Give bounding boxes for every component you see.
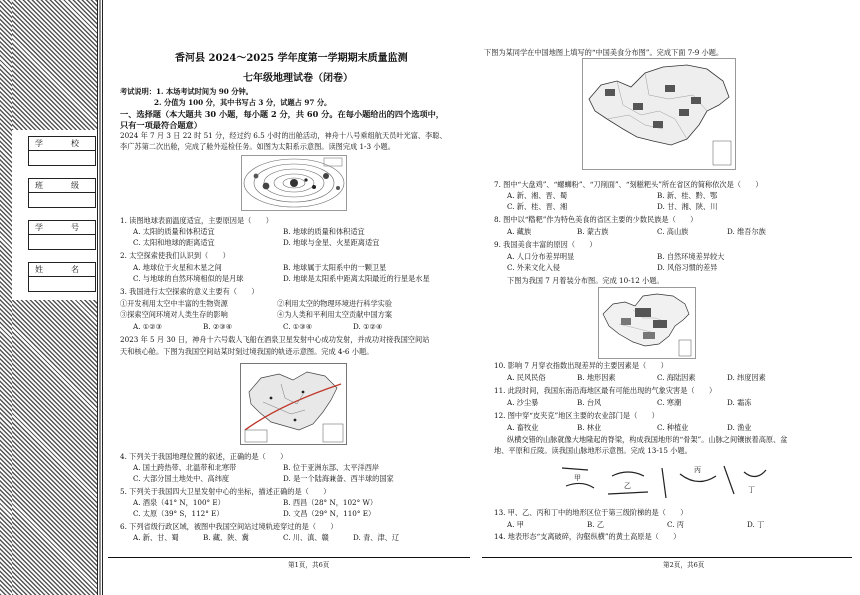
q3: 3. 我国进行太空探索的意义主要有（ ） [120,287,259,296]
q13-option-b[interactable]: B. 乙 [587,520,605,529]
q13-option-d[interactable]: D. 丁 [747,520,765,529]
name-label: 姓 名 [29,263,95,277]
student-number-label: 学 号 [29,221,95,235]
page2-number: 第2页，共6页 [663,561,705,569]
q11-option-d[interactable]: D. 霜冻 [727,398,752,407]
page1-footer-rule [108,557,470,558]
name-field[interactable] [28,262,96,292]
binding-hatch-left [0,0,12,595]
china-track-map [241,364,346,444]
q9-option-b[interactable]: B. 自然环境差异较大 [657,252,725,261]
q6-option-d[interactable]: D. 青、津、辽 [353,533,400,542]
q5-option-d[interactable]: D. 文昌（29° N，110° E） [283,509,376,518]
space-station-track-figure [240,363,347,445]
q12-option-c[interactable]: C. 种植业 [657,423,689,432]
q10: 10. 影响 7 月穿衣指数出现差异的主要因素是（ ） [494,361,668,370]
q9-option-c[interactable]: C. 外来文化入侵 [507,263,560,272]
q4-option-b[interactable]: B. 位于亚洲东部、太平洋西岸 [283,463,380,472]
section1-title-2: 只有一项最符合题意） [120,120,202,130]
q9-option-a[interactable]: A. 人口分布差异明显 [507,252,575,261]
q10-option-b[interactable]: B. 地形因素 [577,373,616,382]
q11: 11. 此段时间，我国东南沿海地区最有可能出现的气象灾害是（ ） [494,386,717,395]
q12-option-d[interactable]: D. 渔业 [727,423,752,432]
class-field[interactable] [28,178,96,208]
binding-hatch-bottom [12,300,97,595]
q4-option-c[interactable]: C. 大部分国土地处中、高纬度 [133,474,230,483]
q1-option-d[interactable]: D. 地球与金星、火星距离适宜 [283,238,380,247]
q4: 4. 下列关于我国地理位置的叙述，正确的是（ ） [120,452,288,461]
q2-option-b[interactable]: B. 地球属于太阳系中的一颗卫星 [283,263,387,272]
q13: 13. 甲、乙、丙和丁中的地形区位于第三级阶梯的是（ ） [494,508,688,517]
q5-option-c[interactable]: C. 太原（39° S，112° E） [133,509,224,518]
page1-number: 第1页，共6页 [288,561,330,569]
q4-option-d[interactable]: D. 是一个陆海兼备、西半球的国家 [283,474,394,483]
intro-4: 下图为我国 7 月着装分布图。完成 10-12 小题。 [507,276,664,285]
q3-option-a[interactable]: A. ①②③ [133,322,163,331]
intro-3: 下图为某同学在中国地图上填写的“中国美食分布图”。完成下面 7-9 小题。 [484,48,724,57]
intro-2b: 天和核心舱。下图为我国空间站某时刻过境我国的轨迹示意图。完成 4-6 小题。 [120,347,374,356]
q6-option-c[interactable]: C. 川、滇、赣 [283,533,329,542]
terrain-label-ding: 丁 [748,486,755,494]
q11-option-b[interactable]: B. 台风 [577,398,602,407]
exam-note-2: 2. 分值为 100 分，其中书写占 3 分，试题占 97 分。 [154,98,332,107]
school-field[interactable] [28,136,96,166]
q9: 9. 我国美食丰富的原因（ ） [494,240,597,249]
china-food-map [583,59,735,169]
q3-option-d[interactable]: D. ①②④ [353,322,383,331]
q11-option-a[interactable]: A. 沙尘暴 [507,398,539,407]
solar-system-figure [241,155,347,211]
q1: 1. 读图地球表面温度适宜，主要原因是（ ） [120,216,273,225]
q12: 12. 图中穿“皮夹克”地区主要的农业部门是（ ） [494,411,659,420]
q2: 2. 太空探索使我们认识到（ ） [120,251,230,260]
china-clothing-map [599,288,695,358]
q7-option-b[interactable]: B. 新、桂、黔、鄂 [657,191,718,200]
q10-option-a[interactable]: A. 民风民俗 [507,373,546,382]
intro-5b: 地、平原和丘陵。读我国山脉地形示意图。完成 13-15 小题。 [494,446,692,455]
q14: 14. 地表形态“支离破碎，沟壑纵横”的黄土高原是（ ） [494,532,681,541]
clothing-map-figure [598,287,696,359]
intro-5a: 纵横交错的山脉就像大地隆起的脊梁，构成我国地形的“骨架”。山脉之间镶嵌着高原、盆 [507,435,788,444]
q1-option-b[interactable]: B. 地球的质量和体积适宜 [283,227,365,236]
q7-option-a[interactable]: A. 新、湘、晋、蜀 [507,191,568,200]
q5-option-a[interactable]: A. 酒泉（41° N，100° E） [133,498,225,507]
q7-option-d[interactable]: D. 甘、湘、陕、川 [657,202,718,211]
q8-option-d[interactable]: D. 维吾尔族 [727,227,766,236]
q3-statement-1: ①开发利用太空中丰富的生物资源 [120,299,228,308]
q11-option-c[interactable]: C. 寒潮 [657,398,682,407]
q3-statement-3: ③探索空间环境对人类生存的影响 [120,310,228,319]
q10-option-d[interactable]: D. 纬度因素 [727,373,766,382]
q8-option-c[interactable]: C. 高山族 [657,227,689,236]
q6-option-b[interactable]: B. 藏、陕、冀 [203,533,249,542]
q6: 6. 下列省级行政区域，被图中我国空间站过境轨迹穿过的是（ ） [120,522,338,531]
q7-option-c[interactable]: C. 新、桂、晋、湘 [507,202,568,211]
section1-title-1: 一、选择题（本大题共 30 小题，每小题 2 分，共 60 分。在每小题给出的四个选项中， [120,109,444,119]
q5: 5. 下列关于我国四大卫星发射中心的坐标，描述正确的是（ ） [120,487,331,496]
q5-option-b[interactable]: B. 西昌（28° N，102° W） [283,498,378,507]
q2-option-c[interactable]: C. 与地球的自然环境相似的是月球 [133,274,244,283]
q3-statement-2: ②利用太空的物理环境进行科学实验 [277,299,393,308]
q3-option-c[interactable]: C. ①③④ [283,322,313,331]
q6-option-a[interactable]: A. 新、甘、蜀 [133,533,179,542]
intro-1a: 2024 年 7 月 3 日 22 时 51 分，经过约 6.5 小时的出舱活动，神舟十八号乘组航天员叶光富、李聪、 [120,131,447,140]
q7: 7. 图中“大盘鸡”、“螺蛳粉”、“刀削面”、“刻糍粑头”所在省区的简称依次是（ ） [494,180,763,189]
page2-footer-rule [482,557,852,558]
q13-option-a[interactable]: A. 甲 [507,520,524,529]
binding-hatch-top [12,0,97,130]
intro-1b: 李广苏第二次出舱，完成了舱外巡检任务。如图为太阳系示意图。读图完成 1-3 小题。 [120,142,395,151]
binding-stripe [97,0,103,595]
exam-title: 香河县 2024～2025 学年度第一学期期末质量监测 [175,53,408,64]
q9-option-d[interactable]: D. 风俗习惯的差异 [657,263,718,272]
food-map-figure [582,58,736,170]
solar-system-diagram [242,156,346,210]
terrain-label-jia: 甲 [574,474,581,482]
exam-note-1: 考试说明：1. 本场考试时间为 90 分钟。 [120,87,253,96]
q8-option-a[interactable]: A. 藏族 [507,227,532,236]
q2-option-a[interactable]: A. 地球位于火星和木星之间 [133,263,222,272]
q8: 8. 图中以“糌粑”作为特色美食的省区主要的少数民族是（ ） [494,215,698,224]
q10-option-c[interactable]: C. 海陆因素 [657,373,696,382]
terrain-label-yi: 乙 [624,482,631,490]
intro-2a: 2023 年 5 月 30 日，神舟十六号载人飞船在酒泉卫星发射中心成功发射，并成功对接我国空间站 [120,335,430,344]
student-number-field[interactable] [28,220,96,250]
q8-option-b[interactable]: B. 蒙古族 [577,227,609,236]
class-label: 班 级 [29,179,95,193]
q12-option-a[interactable]: A. 畜牧业 [507,423,539,432]
q4-option-a[interactable]: A. 国土跨热带、北温带和北寒带 [133,463,237,472]
q1-option-c[interactable]: C. 太阳和地球的距离适宜 [133,238,215,247]
exam-subtitle: 七年级地理试卷（闭卷） [243,73,353,84]
q13-option-c[interactable]: C. 丙 [667,520,684,529]
terrain-label-bing: 丙 [694,466,701,474]
q2-option-d[interactable]: D. 地球是太阳系中距离太阳最近的行星是水星 [283,274,430,283]
q3-option-b[interactable]: B. ②③④ [203,322,233,331]
q12-option-b[interactable]: B. 林业 [577,423,602,432]
mountain-skeleton-diagram [548,458,770,506]
school-label: 学 校 [29,137,95,151]
mountain-terrain-figure [548,458,770,506]
q1-option-a[interactable]: A. 太阳的质量和体积适宜 [133,227,215,236]
q3-statement-4: ④为人类和平利用太空贡献中国方案 [277,310,393,319]
